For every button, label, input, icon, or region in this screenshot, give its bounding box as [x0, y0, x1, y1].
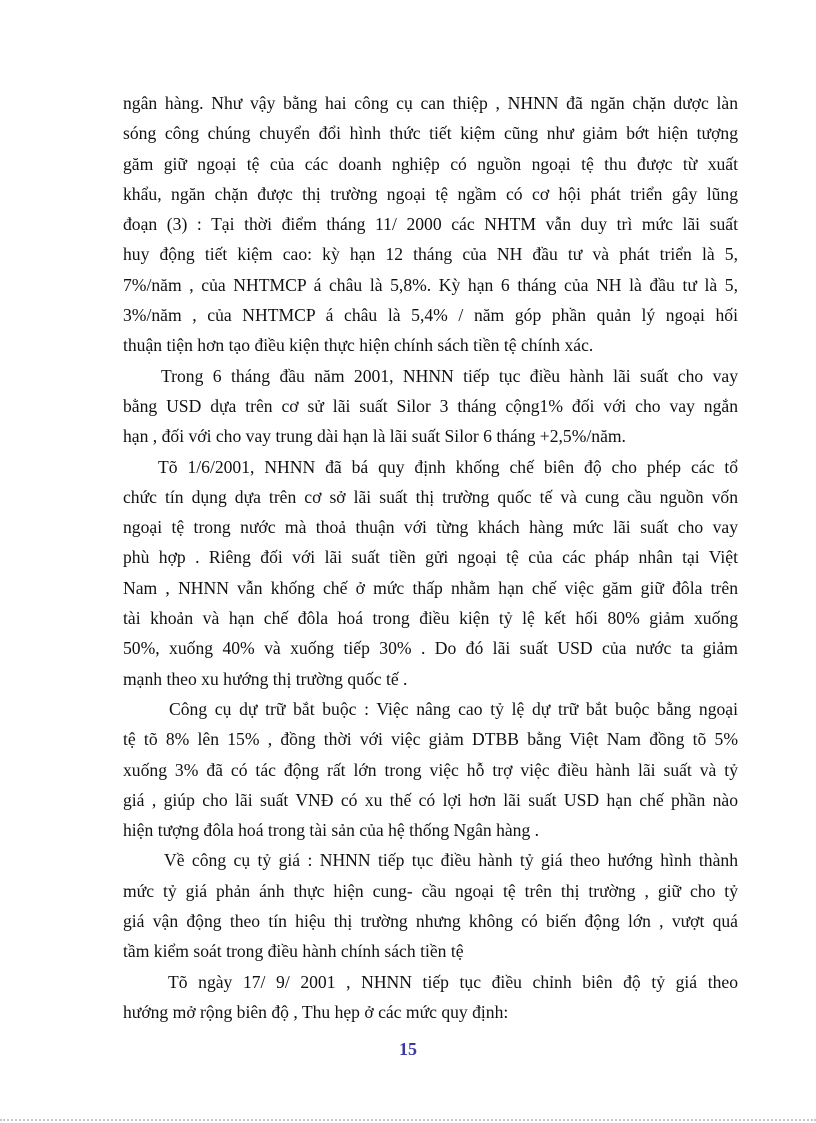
text-line: hạn , đối với cho vay trung dài hạn là lãi suất Silor 6 tháng +2,5%/năm.	[123, 426, 626, 447]
text-line: 50%, xuống 40% và xuống tiếp 30% . Do đó lãi suất USD của nước ta giảm	[123, 638, 738, 659]
text-line: Công cụ dự trữ bắt buộc : Việc nâng cao tỷ lệ dự trữ bắt buộc bằng ngoại	[169, 698, 738, 719]
text-line: găm giữ ngoại tệ của các doanh nghiệp có nguồn ngoại tệ thu được từ xuất	[123, 153, 738, 174]
text-line: sóng công chúng chuyển đổi hình thức tiết kiệm cũng như giảm bớt hiện tượng	[123, 123, 738, 144]
text-line: mạnh theo xu hướng thị trường quốc tế .	[123, 668, 408, 689]
paragraph-6	[123, 967, 738, 1028]
text-line: khẩu, ngăn chặn được thị trường ngoại tệ ngầm có cơ hội phát triển gây lũng	[123, 183, 738, 204]
text-line: hiện tượng đôla hoá trong tài sản của hệ thống Ngân hàng .	[123, 820, 540, 841]
text-line: Tõ 1/6/2001, NHNN đã bá quy định khống chế biên độ cho phép các tổ	[158, 456, 738, 477]
paragraph-2	[123, 361, 738, 452]
text-line: tầm kiểm soát trong điều hành chính sách tiền tệ	[123, 941, 464, 962]
text-line: bằng USD dựa trên cơ sử lãi suất Silor 3 tháng cộng1% đối với cho vay ngắn	[123, 395, 738, 416]
paragraph-1	[123, 88, 738, 361]
paragraph-4	[123, 694, 738, 845]
text-line: huy động tiết kiệm cao: kỳ hạn 12 tháng của NH đầu tư và phát triển là 5,	[123, 244, 738, 265]
text-line: hướng mở rộng biên độ , Thu hẹp ở các mức quy định:	[123, 1001, 509, 1022]
text-line: đoạn (3) : Tại thời điểm tháng 11/ 2000 các NHTM vẫn duy trì mức lãi suất	[123, 214, 738, 235]
text-line: ngoại tệ trong nước mà thoả thuận với từng khách hàng mức lãi suất cho vay	[123, 517, 738, 538]
text-line: Tõ ngày 17/ 9/ 2001 , NHNN tiếp tục điều chỉnh biên độ tỷ giá theo	[168, 971, 738, 992]
text-line: tệ tõ 8% lên 15% , đồng thời với việc giảm DTBB bằng Việt Nam đồng tõ 5%	[123, 729, 738, 750]
text-line: giá vận động theo tín hiệu thị trường nhưng không có biến động lớn , vượt quá	[123, 911, 738, 932]
footer-divider	[0, 1119, 816, 1121]
text-line: Về công cụ tỷ giá : NHNN tiếp tục điều hành tỷ giá theo hướng hình thành	[164, 850, 738, 871]
text-line: Trong 6 tháng đầu năm 2001, NHNN tiếp tục điều hành lãi suất cho vay	[161, 365, 738, 386]
page-number: 15	[399, 1039, 417, 1059]
text-line: xuống 3% đã có tác động rất lớn trong việc hỗ trợ việc điều hành lãi suất và tỷ	[123, 759, 738, 780]
text-line: chức tín dụng dựa trên cơ sở lãi suất thị trường quốc tế và cung cầu nguồn vốn	[123, 486, 738, 507]
text-line: mức tỷ giá phản ánh thực hiện cung- cầu ngoại tệ trên thị trường , giữ cho tỷ	[123, 880, 738, 901]
paragraph-3	[123, 452, 738, 694]
text-line: thuận tiện hơn tạo điều kiện thực hiện chính sách tiền tệ chính xác.	[123, 335, 594, 356]
text-line: 3%/năm , của NHTMCP á châu là 5,4% / năm góp phần quản lý ngoại hối	[123, 305, 738, 326]
text-line: 7%/năm , của NHTMCP á châu là 5,8%. Kỳ hạn 6 tháng của NH là đầu tư là 5,	[123, 274, 738, 295]
text-line: tài khoản và hạn chế đôla hoá trong điều kiện tỷ lệ kết hối 80% giảm xuống	[123, 608, 738, 629]
paragraph-5	[123, 845, 738, 966]
body-text	[123, 88, 738, 1027]
text-line: ngân hàng. Như vậy bằng hai công cụ can thiệp , NHNN đã ngăn chặn dược làn	[123, 93, 738, 113]
text-line: phù hợp . Riêng đối với lãi suất tiền gửi ngoại tệ của các pháp nhân tại Việt	[123, 547, 738, 568]
text-line: Nam , NHNN vẫn khống chế ở mức thấp nhằm hạn chế việc găm giữ đôla trên	[123, 577, 738, 598]
text-line: giá , giúp cho lãi suất VNĐ có xu thế có lợi hơn lãi suất USD hạn chế phần nào	[123, 789, 738, 810]
